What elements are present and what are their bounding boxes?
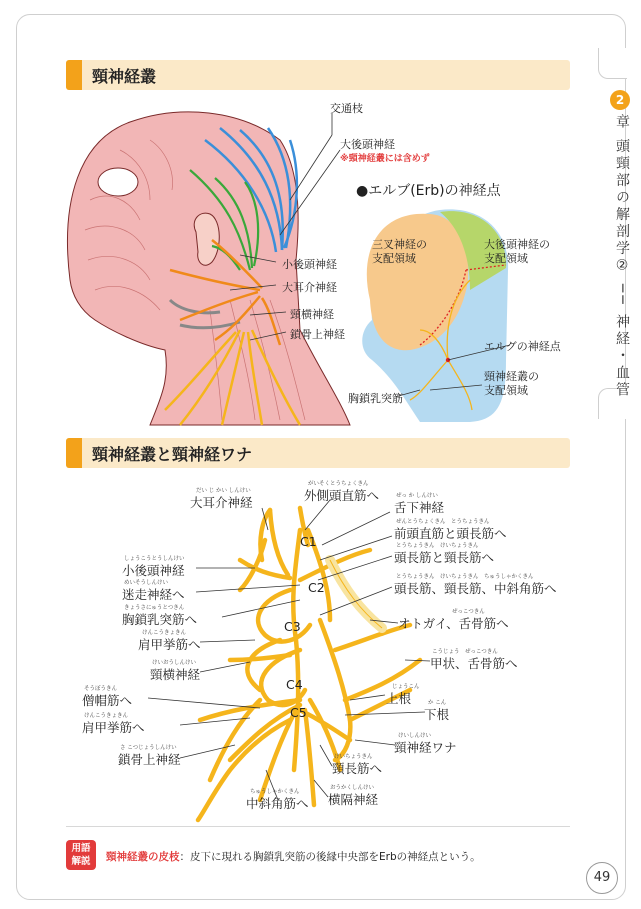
erb-title: ●エルブ(Erb)の神経点 — [356, 183, 501, 199]
label-levator-scapulae: 肩甲挙筋へ — [138, 637, 201, 652]
ruby: しょうこうとうしんけい — [124, 556, 185, 562]
segment-c4: C4 — [286, 677, 303, 692]
label-ansa-cervicalis: 頸神経ワナ — [394, 740, 457, 755]
label-erb-point: エルグの神経点 — [484, 340, 561, 353]
label-transverse-cervical-nerve: 頸横神経 — [150, 667, 201, 682]
label-great-auricular: 大耳介神経 — [282, 281, 337, 294]
label-trapezius: 僧帽筋へ — [82, 693, 133, 708]
segment-c3: C3 — [284, 619, 301, 634]
label-supraclavicular-nerve: 鎖骨上神経 — [118, 752, 181, 767]
label-rectus-capitis-anterior: 前頭直筋と頭長筋へ — [394, 526, 507, 541]
label-middle-scalene: 中斜角筋へ — [246, 796, 309, 811]
ruby: ぜんとうちょくきん とうちょうきん — [396, 519, 490, 525]
chapter-title: 章 頭頸部の解剖学② ── 神経・血管 — [614, 114, 630, 400]
segment-c2: C2 — [308, 580, 325, 595]
ruby: めいそうしんけい — [124, 580, 169, 586]
label-geniohyoid: オトガイ、舌骨筋へ — [398, 616, 509, 631]
section-title: 頸神経叢 — [92, 67, 157, 86]
label-trigeminal-area: 三叉神経の 支配領域 — [372, 238, 427, 265]
label-lesser-occipital: 小後頭神経 — [282, 258, 337, 271]
ruby: がいそくとうちょくきん — [308, 481, 369, 487]
ruby: こうじょう ぜっこつきん — [432, 649, 498, 655]
label-lesser-occipital-nerve: 小後頭神経 — [122, 563, 185, 578]
plexus-diagram — [198, 508, 420, 820]
label-vagus: 迷走神経へ — [122, 587, 185, 602]
label-transverse-cervical: 頸横神経 — [290, 308, 334, 321]
label-superior-root: 上根 — [386, 691, 412, 706]
label-rectus-capitis-lateralis: 外側頭直筋へ — [304, 488, 380, 503]
label-plexus-area: 頸神経叢の 支配領域 — [484, 370, 539, 397]
ruby: じょうこん — [392, 684, 420, 690]
label-greater-occipital-area: 大後頭神経の 支配領域 — [484, 238, 550, 265]
ruby: けいちょうきん — [334, 754, 373, 760]
ruby: そうぼうきん — [84, 686, 118, 692]
label-great-auricular-nerve: 大耳介神経 — [190, 495, 253, 510]
segment-c1: C1 — [300, 534, 317, 549]
glossary-text: ：皮下に現れる胸鎖乳突筋の後縁中央部をErbの神経点という。 — [179, 851, 481, 863]
ruby: ぜっこつきん — [452, 609, 485, 615]
ruby: けんこうきょきん — [142, 630, 187, 636]
label-scm: 胸鎖乳突筋 — [348, 392, 403, 405]
label-levator-scapulae-2: 肩甲挙筋へ — [82, 720, 145, 735]
ruby: けいおうしんけい — [152, 660, 197, 666]
glossary-note — [106, 849, 481, 864]
label-longus-capitis-colli: 頭長筋と頸長筋へ — [394, 550, 495, 565]
chapter-number: 2 — [610, 90, 630, 110]
ruby: ぜっ か しんけい — [396, 493, 438, 499]
label-communicating-branch: 交通枝 — [330, 102, 363, 115]
label-greater-occipital-note: ※頸神経叢には含めず — [340, 154, 430, 164]
section-title: 頸神経叢と頸神経ワナ — [92, 445, 253, 464]
ruby: とうちょうきん けいちょうきん — [396, 543, 479, 549]
ruby: だい じ かい しんけい — [196, 488, 251, 494]
label-scm-branch: 胸鎖乳突筋へ — [122, 612, 198, 627]
glossary-badge — [66, 840, 96, 870]
ruby: おうかくしんけい — [330, 785, 375, 791]
ruby: けんこうきょきん — [84, 713, 129, 719]
glossary-term: 頸神経叢の皮枝 — [106, 851, 180, 863]
note-divider — [66, 826, 570, 827]
ruby: けいしんけい — [398, 733, 432, 739]
page-number: 49 — [586, 862, 618, 894]
label-inferior-root: 下根 — [424, 707, 450, 722]
label-thyrohyoid: 甲状、舌骨筋へ — [430, 656, 518, 671]
label-phrenic: 横隔神経 — [328, 792, 379, 807]
ruby: きょうさにゅうとつきん — [124, 605, 185, 611]
label-supraclavicular: 鎖骨上神経 — [290, 328, 345, 341]
ruby: ちゅうしゃかくきん — [250, 789, 300, 795]
glossary-badge-text: 用語 解説 — [71, 843, 91, 867]
segment-c5: C5 — [290, 705, 307, 720]
label-longus-scalene: 頭長筋、頸長筋、中斜角筋へ — [394, 581, 557, 596]
ruby: か こん — [428, 700, 447, 706]
ruby: とうちょうきん けいちょうきん ちゅうしゃかくきん — [396, 574, 534, 580]
label-longus-colli: 頸長筋へ — [332, 761, 383, 776]
label-hypoglossal: 舌下神経 — [394, 500, 445, 515]
ruby: さ こつじょうしんけい — [120, 745, 177, 751]
label-greater-occipital: 大後頭神経 — [340, 138, 395, 151]
